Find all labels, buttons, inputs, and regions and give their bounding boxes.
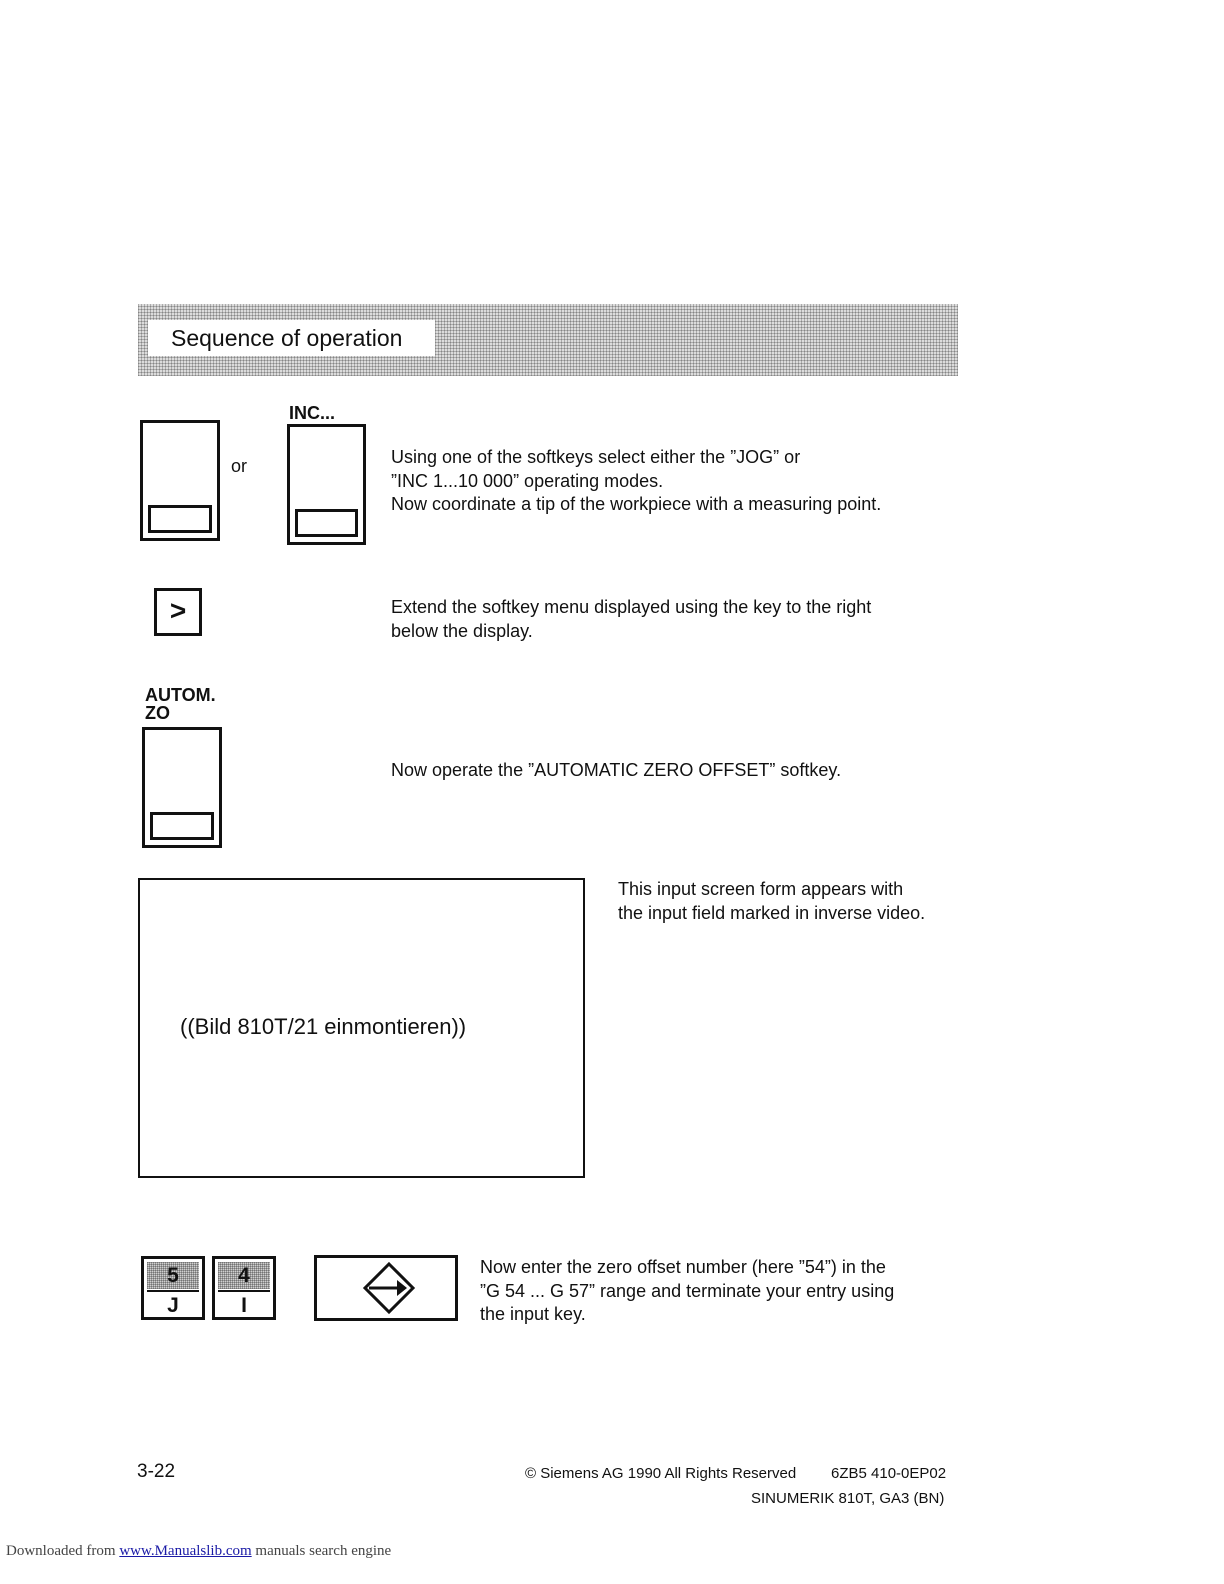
key-top-label: 5 <box>147 1262 199 1289</box>
step1-line: Now coordinate a tip of the workpiece with a measuring point. <box>391 494 882 514</box>
download-bar <box>6 1543 391 1560</box>
key-bottom-label: I <box>241 1294 247 1317</box>
manualslib-link[interactable]: www.Manualslib.com <box>119 1543 252 1559</box>
autom-label-line: AUTOM. <box>145 685 216 705</box>
autom-zo-softkey[interactable] <box>142 727 222 848</box>
inc-softkey[interactable] <box>287 424 366 545</box>
step1-description <box>391 446 881 517</box>
softkey-button-face <box>148 505 212 533</box>
key-bottom-label: J <box>167 1294 179 1317</box>
autom-zo-label <box>145 686 216 722</box>
step2-line: below the display. <box>391 620 533 641</box>
step5-line: Now enter the zero offset number (here ”54”) in the <box>480 1257 886 1277</box>
product-name: SINUMERIK 810T, GA3 (BN) <box>751 1490 945 1507</box>
key-divider <box>147 1290 199 1292</box>
softkey-button-face <box>295 509 358 537</box>
step4-description <box>618 878 925 925</box>
inc-softkey-label: INC... <box>289 403 336 423</box>
step2-description <box>391 596 871 643</box>
input-key-icon <box>317 1258 455 1318</box>
copyright-notice: © Siemens AG 1990 All Rights Reserved <box>525 1465 797 1482</box>
step4-line: This input screen form appears with <box>618 879 904 899</box>
download-prefix: Downloaded from <box>6 1543 120 1559</box>
softkey-button-face <box>150 812 214 840</box>
step5-line: the input key. <box>480 1304 586 1324</box>
step1-line: Using one of the softkeys select either the ”JOG” or <box>391 447 801 467</box>
step5-line: ”G 54 ... G 57” range and terminate your entry using <box>480 1280 895 1301</box>
jog-softkey[interactable] <box>140 420 220 541</box>
page-number: 3-22 <box>137 1461 176 1482</box>
extend-menu-key[interactable]: > <box>154 588 202 636</box>
zo-label-line: ZO <box>145 703 170 723</box>
key-5-j[interactable] <box>141 1256 205 1320</box>
input-key[interactable] <box>314 1255 458 1321</box>
order-number: 6ZB5 410-0EP02 <box>831 1465 947 1482</box>
download-suffix: manuals search engine <box>251 1543 392 1559</box>
step3-description: Now operate the ”AUTOMATIC ZERO OFFSET” softkey. <box>391 760 842 780</box>
step2-line: Extend the softkey menu displayed using the key to the right <box>391 597 872 617</box>
step4-line: the input field marked in inverse video. <box>618 902 926 923</box>
key-divider <box>218 1290 270 1292</box>
section-title: Sequence of operation <box>148 320 435 356</box>
or-label: or <box>231 456 248 476</box>
step5-description <box>480 1256 894 1327</box>
key-4-i[interactable] <box>212 1256 276 1320</box>
key-top-label: 4 <box>218 1262 270 1289</box>
image-placeholder-note: ((Bild 810T/21 einmontieren)) <box>180 1014 467 1039</box>
step1-line: ”INC 1...10 000” operating modes. <box>391 470 664 491</box>
